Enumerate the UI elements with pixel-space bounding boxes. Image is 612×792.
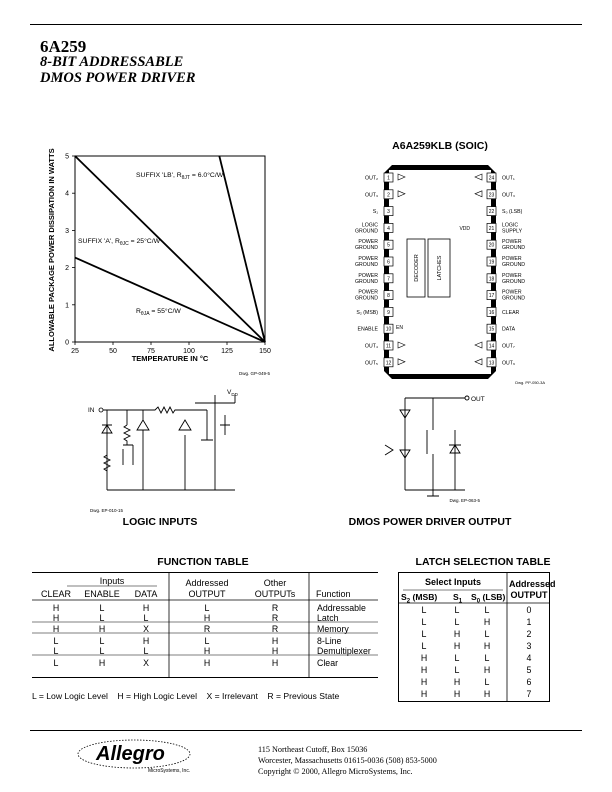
logic-inputs-caption: LOGIC INPUTS bbox=[122, 516, 198, 528]
pin-num-left: 9 bbox=[387, 309, 390, 316]
ft-cell: H bbox=[271, 636, 279, 646]
pin-num-right: 13 bbox=[488, 360, 495, 367]
chart-xlabel: TEMPERATURE IN °C bbox=[131, 354, 209, 363]
pin-name-right: POWER GROUND bbox=[502, 289, 526, 302]
pin-name-left: POWER GROUND bbox=[354, 239, 378, 252]
address-line2: Worcester, Massachusetts 01615-0036 (508) 853-5000 bbox=[258, 756, 437, 765]
lt-cell: H bbox=[420, 689, 428, 699]
ft-cell: H bbox=[142, 603, 150, 613]
lt-cell: H bbox=[420, 653, 428, 663]
ft-h-other1: Other bbox=[263, 578, 287, 588]
lt-cell: 2 bbox=[526, 629, 532, 639]
dmos-output-caption: DMOS POWER DRIVER OUTPUT bbox=[348, 516, 512, 528]
pin-num-left: 8 bbox=[387, 293, 390, 300]
lt-cell: H bbox=[483, 665, 491, 675]
address-line1: 115 Northeast Cutoff, Box 15036 bbox=[258, 745, 368, 754]
lt-cell: 0 bbox=[526, 605, 532, 615]
lt-group: Select Inputs bbox=[424, 577, 481, 587]
pin-num-right: 19 bbox=[488, 259, 495, 266]
pin-name-right: S₀ (LSB) bbox=[502, 209, 523, 216]
pin-num-right: 16 bbox=[488, 309, 495, 316]
ft-cell: H bbox=[52, 624, 60, 634]
ft-cell: L bbox=[204, 603, 210, 613]
ft-cell: X bbox=[143, 658, 149, 668]
pin-num-left: 6 bbox=[387, 259, 390, 266]
ft-h-data: DATA bbox=[134, 589, 158, 599]
pin-name-right: OUT₆ bbox=[502, 360, 516, 367]
pin-name-right: OUT₇ bbox=[502, 343, 515, 350]
ft-h-other2: OUTPUTs bbox=[254, 589, 296, 599]
ytick-label: 5 bbox=[65, 153, 69, 161]
pin-name-left: ENABLE bbox=[357, 326, 378, 333]
lt-cell: 7 bbox=[526, 689, 532, 699]
in-label: IN bbox=[88, 407, 95, 414]
lt-cell: L bbox=[484, 677, 490, 687]
en-label: EN bbox=[396, 325, 403, 331]
ft-cell: L bbox=[53, 636, 59, 646]
chart-ylabel: ALLOWABLE PACKAGE POWER DISSIPATION IN WATTS bbox=[47, 148, 56, 352]
title-line-1: 8-BIT ADDRESSABLE bbox=[40, 54, 184, 70]
out-label: OUT bbox=[471, 396, 485, 403]
ft-group-inputs: Inputs bbox=[99, 576, 125, 586]
ft-cell: H bbox=[98, 658, 106, 668]
ft-cell: L bbox=[143, 646, 149, 656]
pin-name-left: OUT₄ bbox=[364, 343, 378, 350]
pin-name-left: S₁ bbox=[372, 209, 378, 216]
lt-cell: L bbox=[421, 629, 427, 639]
ytick-label: 2 bbox=[65, 265, 69, 273]
ft-cell: H bbox=[98, 624, 106, 634]
lt-cell: H bbox=[420, 665, 428, 675]
ft-fn-3: 8-Line bbox=[317, 636, 342, 646]
ytick-label: 3 bbox=[65, 227, 69, 235]
ft-cell: H bbox=[142, 636, 150, 646]
pin-name-right: POWER GROUND bbox=[502, 239, 526, 252]
logo-text: Allegro bbox=[96, 743, 165, 765]
pin-name-left: LOGIC GROUND bbox=[354, 222, 378, 235]
pin-num-left: 5 bbox=[387, 242, 390, 249]
ft-fn-5: Clear bbox=[317, 658, 339, 668]
pin-num-right: 17 bbox=[488, 293, 495, 300]
function-table-legend: L = Low Logic Level H = High Logic Level X = Irrelevant R = Previous State bbox=[32, 691, 340, 701]
pin-name-right: CLEAR bbox=[502, 309, 520, 316]
part-number: 6A259 bbox=[40, 37, 87, 56]
lt-cell: H bbox=[453, 641, 461, 651]
pin-num-right: 14 bbox=[488, 343, 495, 350]
series-line-0 bbox=[219, 156, 265, 342]
ft-cell: L bbox=[99, 613, 105, 623]
logic-inputs-schematic bbox=[85, 385, 255, 515]
lt-h-s0: $S_0$ (LSB) bbox=[471, 592, 506, 605]
ft-h-addr1: Addressed bbox=[185, 578, 229, 588]
lt-cell: 5 bbox=[526, 665, 532, 675]
lt-cell: L bbox=[454, 665, 460, 675]
ft-cell: H bbox=[271, 658, 279, 668]
ft-cell: L bbox=[204, 636, 210, 646]
pin-name-left: POWER GROUND bbox=[354, 272, 378, 285]
lt-cell: 4 bbox=[526, 653, 532, 663]
pin-num-right: 21 bbox=[488, 225, 495, 232]
lt-cell: L bbox=[484, 653, 490, 663]
ft-h-addr2: OUTPUT bbox=[188, 589, 226, 599]
lt-cell: H bbox=[453, 629, 461, 639]
function-table bbox=[32, 572, 378, 678]
logo-sub: MicroSystems, Inc. bbox=[148, 768, 191, 774]
lt-cell: L bbox=[421, 605, 427, 615]
logic-dwg: Dwg. EP-010-15 bbox=[90, 508, 124, 513]
pin-num-left: 2 bbox=[387, 192, 390, 199]
pin-name-left: POWER GROUND bbox=[354, 256, 378, 268]
xtick-label: 75 bbox=[147, 348, 155, 355]
ytick-label: 4 bbox=[65, 190, 69, 198]
title-line-2: DMOS POWER DRIVER bbox=[40, 70, 196, 86]
ft-cell: R bbox=[271, 624, 279, 634]
line-label-lb: SUFFIX 'LB', $R_{\theta JT} = 6.0^\circ C/W$ bbox=[136, 172, 224, 181]
xtick-label: 100 bbox=[183, 348, 195, 355]
ft-cell: H bbox=[203, 613, 211, 623]
ft-cell: R bbox=[203, 624, 211, 634]
dmos-output-schematic bbox=[375, 390, 485, 510]
ft-cell: L bbox=[53, 646, 59, 656]
pin-name-left: OUT₅ bbox=[364, 360, 378, 367]
ft-cell: R bbox=[271, 603, 279, 613]
latches-label: LATCHES bbox=[437, 255, 443, 281]
package-pinout bbox=[320, 135, 560, 390]
line-label-a: SUFFIX 'A', $R_{\theta JC} = 25^\circ C/W$ bbox=[78, 238, 161, 247]
lt-cell: L bbox=[454, 605, 460, 615]
pin-num-left: 7 bbox=[387, 276, 390, 283]
ft-cell: R bbox=[271, 613, 279, 623]
pin-name-right: DATA bbox=[502, 326, 516, 333]
pin-name-right: OUT₀ bbox=[502, 192, 516, 199]
pin-name-left: S₂ (MSB) bbox=[356, 309, 378, 316]
ft-cell: L bbox=[143, 613, 149, 623]
lt-cell: L bbox=[484, 629, 490, 639]
lt-cell: H bbox=[483, 641, 491, 651]
series-line-2 bbox=[75, 258, 265, 342]
pin-num-left: 1 bbox=[387, 175, 390, 182]
chart-dwg: Dwg. GP-049-5 bbox=[238, 371, 270, 376]
pin-num-right: 20 bbox=[488, 242, 495, 249]
ft-fn-4: Demultiplexer bbox=[317, 646, 371, 656]
lt-cell: L bbox=[421, 617, 427, 627]
lt-cell: 6 bbox=[526, 677, 532, 687]
pin-name-left: POWER GROUND bbox=[354, 289, 378, 302]
footer-address bbox=[258, 744, 437, 777]
xtick-label: 25 bbox=[71, 348, 79, 355]
lt-cell: L bbox=[454, 653, 460, 663]
pin-num-left: 12 bbox=[385, 360, 392, 367]
pin-name-left: OUT₃ bbox=[364, 192, 378, 199]
latch-table-title: LATCH SELECTION TABLE bbox=[415, 556, 551, 568]
lt-h-addr2: OUTPUT bbox=[510, 590, 548, 600]
lt-cell: H bbox=[453, 677, 461, 687]
ft-fn-0: Addressable bbox=[317, 603, 366, 613]
ft-h-enable: ENABLE bbox=[84, 589, 120, 599]
xtick-label: 50 bbox=[109, 348, 117, 355]
ft-cell: L bbox=[53, 658, 59, 668]
ft-cell: H bbox=[52, 613, 60, 623]
ft-cell: H bbox=[203, 646, 211, 656]
lt-cell: L bbox=[484, 605, 490, 615]
lt-cell: 1 bbox=[526, 617, 532, 627]
pin-name-right: LOGIC SUPPLY bbox=[502, 222, 523, 235]
lt-h-addr1: Addressed bbox=[509, 579, 556, 589]
ft-cell: L bbox=[99, 636, 105, 646]
pin-num-left: 3 bbox=[387, 209, 390, 216]
ytick-label: 0 bbox=[65, 339, 69, 347]
copyright: Copyright © 2000, Allegro MicroSystems, Inc. bbox=[258, 767, 413, 776]
lt-cell: H bbox=[483, 617, 491, 627]
pin-num-left: 11 bbox=[385, 343, 392, 350]
pin-num-right: 23 bbox=[488, 192, 495, 199]
ft-h-clear: CLEAR bbox=[40, 589, 71, 599]
lt-cell: H bbox=[483, 689, 491, 699]
pin-name-right: OUT₁ bbox=[502, 175, 515, 182]
xtick-label: 150 bbox=[259, 348, 271, 355]
pin-num-left: 4 bbox=[387, 225, 390, 232]
ft-h-function: Function bbox=[316, 589, 351, 599]
package-dwg: Dwg. PP-050-3A bbox=[515, 380, 545, 385]
pin-num-right: 24 bbox=[488, 175, 495, 182]
header-rule-top bbox=[30, 24, 582, 25]
lt-cell: H bbox=[420, 677, 428, 687]
pin-num-right: 22 bbox=[488, 209, 495, 216]
allegro-logo bbox=[76, 736, 216, 776]
ft-cell: X bbox=[143, 624, 149, 634]
decoder-label: DECODER bbox=[414, 254, 420, 282]
pin-name-right: POWER GROUND bbox=[502, 272, 526, 285]
pin-num-right: 18 bbox=[488, 276, 495, 283]
ft-cell: H bbox=[203, 658, 211, 668]
vdd-label: VDD bbox=[459, 226, 470, 232]
pin-num-right: 15 bbox=[488, 326, 495, 333]
derating-chart bbox=[40, 145, 280, 385]
ytick-label: 1 bbox=[65, 302, 69, 310]
function-table-title: FUNCTION TABLE bbox=[157, 556, 249, 568]
lt-cell: 3 bbox=[526, 641, 532, 651]
pin-name-left: OUT₂ bbox=[365, 175, 378, 182]
package-title: A6A259KLB (SOIC) bbox=[392, 140, 488, 152]
vdd-schem-label: $V_{DD}$ bbox=[227, 389, 238, 397]
pin-name-right: POWER GROUND bbox=[502, 256, 526, 268]
lt-cell: H bbox=[453, 689, 461, 699]
ft-fn-2: Memory bbox=[317, 624, 349, 634]
dmos-dwg: Dwg. EP-063-5 bbox=[449, 498, 480, 503]
lt-cell: L bbox=[454, 617, 460, 627]
lt-h-s2: $S_2$ (MSB) bbox=[401, 592, 438, 605]
lt-h-s1: $S_1$ bbox=[453, 592, 463, 605]
lt-cell: L bbox=[421, 641, 427, 651]
footer-rule bbox=[30, 730, 582, 731]
xtick-label: 125 bbox=[221, 348, 233, 355]
ft-cell: L bbox=[99, 646, 105, 656]
latch-table bbox=[398, 572, 556, 702]
line-label-ja: $R_{\theta JA} = 55^\circ C/W$ bbox=[136, 308, 181, 317]
ft-fn-1: Latch bbox=[317, 613, 339, 623]
pin-num-left: 10 bbox=[385, 326, 392, 333]
ft-cell: H bbox=[52, 603, 60, 613]
ft-cell: H bbox=[271, 646, 279, 656]
ft-cell: L bbox=[99, 603, 105, 613]
